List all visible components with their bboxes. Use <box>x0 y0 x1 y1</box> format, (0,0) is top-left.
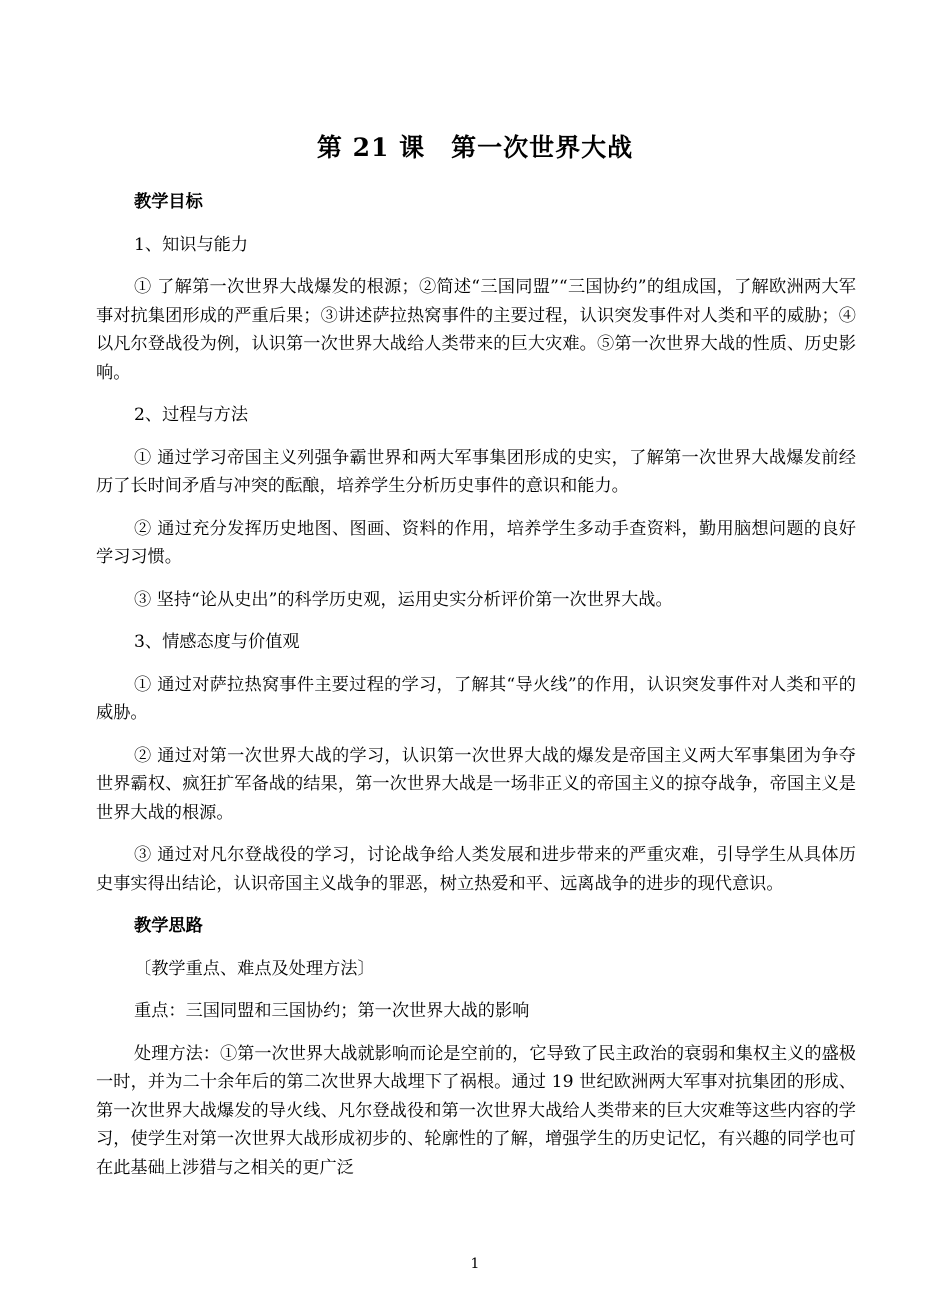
subheading-emotion: 3、情感态度与价值观 <box>134 632 300 652</box>
paragraph-process-3: ③ 坚持“论从史出”的科学历史观，运用史实分析评价第一次世界大战。 <box>134 589 673 610</box>
paragraph-method: 处理方法：①第一次世界大战就影响而论是空前的，它导致了民主政治的衰弱和集权主义的盛极一时，并为二十余年后的第二次世界大战埋下了祸根。通过 19 世纪欧洲两大军事对抗集团的形成、第一次世界大战爆发的导火线、凡尔登战役和第一次世界大战给人类带来的巨大灾难等这些内容的学习，使学生对第一次世界大战形成初步的、轮廓性的了解，增强学生的历史记忆，有兴趣的同学也可在此基础上涉猎与之相关的更广泛 <box>96 1043 856 1178</box>
key-points-label: 〔教学重点、难点及处理方法〕 <box>134 958 375 979</box>
document-body <box>96 188 856 1196</box>
section-heading-goals: 教学目标 <box>134 192 203 212</box>
subheading-process: 2、过程与方法 <box>134 405 249 425</box>
paragraph-process-1: ① 通过学习帝国主义列强争霸世界和两大军事集团形成的史实，了解第一次世界大战爆发前经历了长时间矛盾与冲突的酝酿，培养学生分析历史事件的意识和能力。 <box>96 447 856 496</box>
paragraph-knowledge: ① 了解第一次世界大战爆发的根源；②简述“三国同盟”“三国协约”的组成国，了解欧洲两大军事对抗集团形成的严重后果；③讲述萨拉热窝事件的主要过程，认识突发事件对人类和平的威胁；④以凡尔登战役为例，认识第一次世界大战给人类带来的巨大灾难。⑤第一次世界大战的性质、历史影响。 <box>96 277 856 383</box>
paragraph-emotion-3: ③ 通过对凡尔登战役的学习，讨论战争给人类发展和进步带来的严重灾难，引导学生从具体历史事实得出结论，认识帝国主义战争的罪恶，树立热爱和平、远离战争的进步的现代意识。 <box>96 845 856 894</box>
subheading-knowledge: 1、知识与能力 <box>134 234 249 255</box>
paragraph-process-2: ② 通过充分发挥历史地图、图画、资料的作用，培养学生多动手查资料，勤用脑想问题的良好学习习惯。 <box>96 518 856 567</box>
paragraph-emotion-1: ① 通过对萨拉热窝事件主要过程的学习，了解其“导火线”的作用，认识突发事件对人类和平的威胁。 <box>96 674 856 723</box>
paragraph-emotion-2: ② 通过对第一次世界大战的学习，认识第一次世界大战的爆发是帝国主义两大军事集团为争夺世界霸权、疯狂扩军备战的结果，第一次世界大战是一场非正义的帝国主义的掠夺战争，帝国主义是世界大战的根源。 <box>96 745 856 823</box>
key-points-text: 重点：三国同盟和三国协约；第一次世界大战的影响 <box>134 1001 530 1021</box>
page-number: 1 <box>470 1256 480 1272</box>
page-title: 第 21 课 第一次世界大战 <box>316 133 634 162</box>
section-heading-approach: 教学思路 <box>134 916 203 936</box>
